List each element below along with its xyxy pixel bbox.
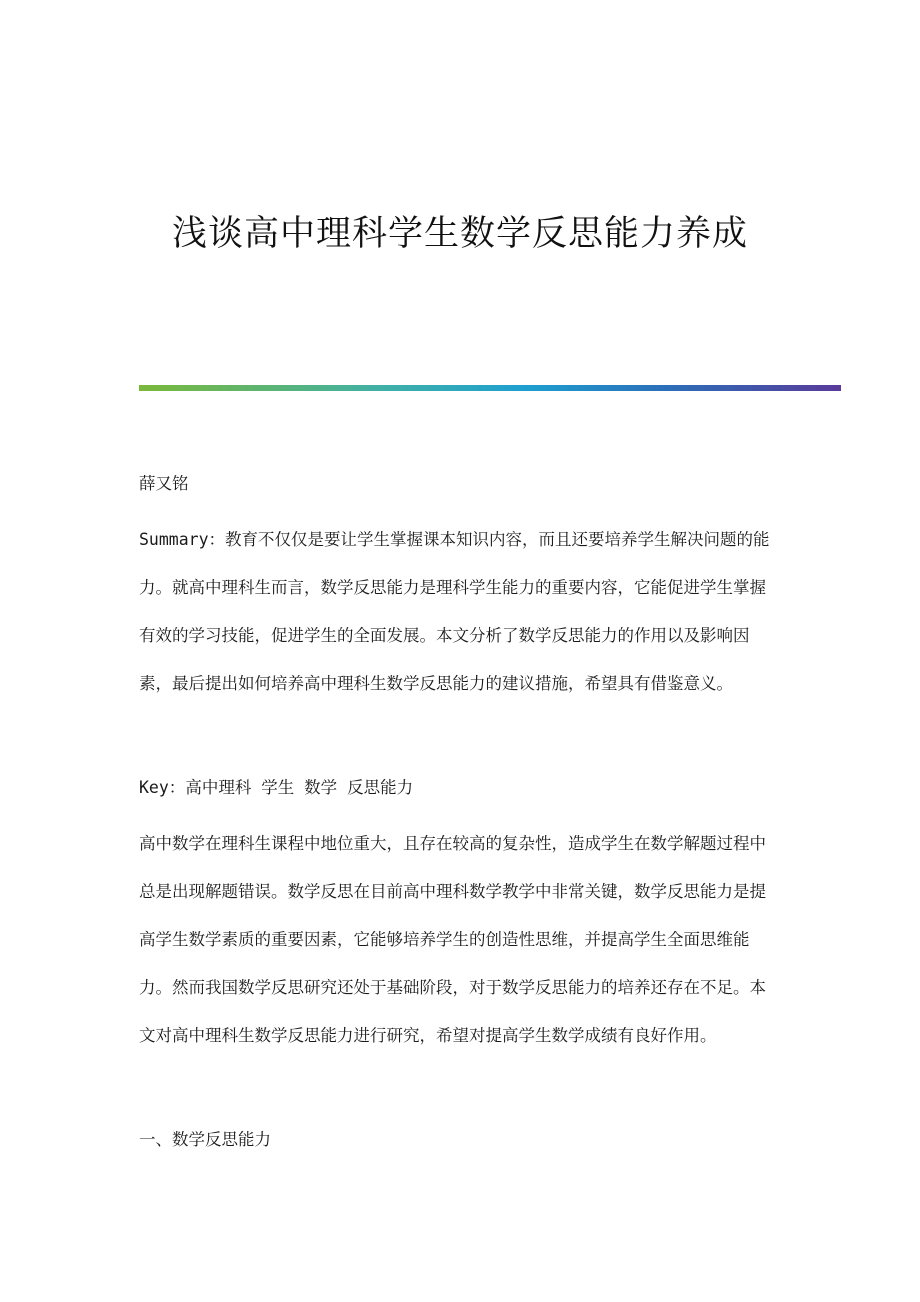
intro-paragraph: 高中数学在理科生课程中地位重大，且存在较高的复杂性，造成学生在数学解题过程中总是出现解题错误。数学反思在目前高中理科数学教学中非常关键，数学反思能力是提高学生数学素质的重要因素，它能够培养学生的创造性思维，并提高学生全面思维能力。然而我国数学反思研究还处于基础阶段，对于数学反思能力的培养还存在不足。本文对高中理科生数学反思能力进行研究，希望对提高学生数学成绩有良好作用。 [139,834,766,1045]
document-title: 浅谈高中理科学生数学反思能力养成 [171,214,748,254]
summary-text: 教育不仅仅是要让学生掌握课本知识内容，而且还要培养学生解决问题的能力。就高中理科生而言，数学反思能力是理科学生能力的重要内容，它能促进学生掌握有效的学习技能，促进学生的全面发展。本文分析了数学反思能力的作用以及影响因素，最后提出如何培养高中理科生数学反思能力的建议措施，希望具有借鉴意义。 [139,530,770,693]
summary-label: Summary： [139,530,226,549]
summary-paragraph [139,516,779,708]
title-divider [139,385,841,391]
keywords-line [139,764,779,812]
keywords-text: 高中理科 学生 数学 反思能力 [185,778,414,797]
author-name: 薛又铭 [139,474,189,493]
section-heading: 一、数学反思能力 [139,1130,271,1149]
keywords-label: Key： [139,778,186,797]
